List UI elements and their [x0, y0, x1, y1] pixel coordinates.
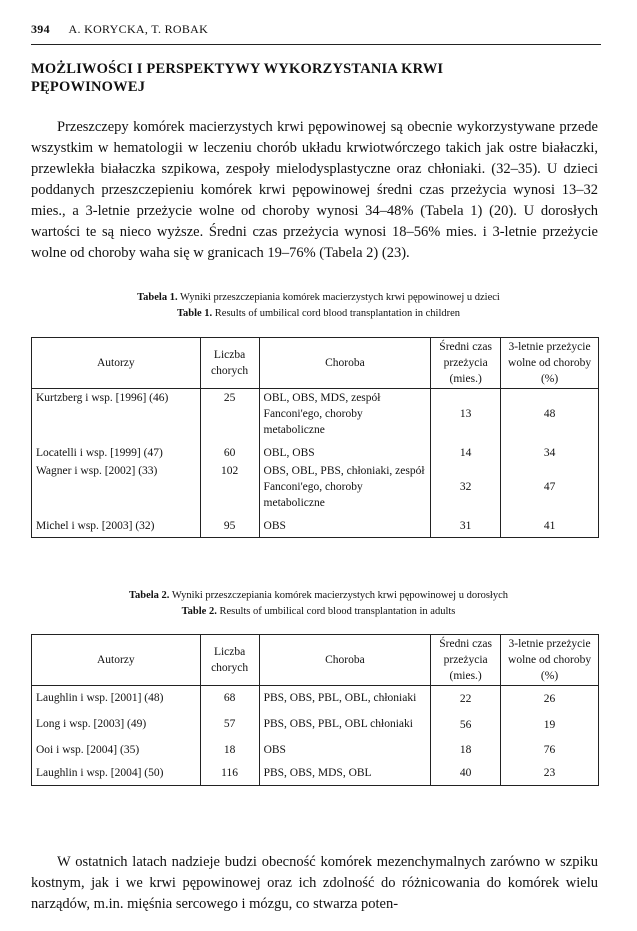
- survival-cell: 31: [431, 512, 501, 538]
- disease-cell: OBS: [259, 512, 431, 538]
- disease-free-cell: 76: [501, 738, 599, 764]
- disease-cell: OBS: [259, 738, 431, 764]
- table-1-label-pl: Tabela 1.: [137, 292, 178, 303]
- table-1: [31, 337, 599, 538]
- survival-cell: 32: [431, 462, 501, 512]
- table-row: [32, 439, 599, 462]
- section-title-line-2: PĘPOWINOWEJ: [31, 79, 146, 95]
- table-1-label-en: Table 1.: [176, 308, 213, 319]
- author-cell: Michel i wsp. [2003] (32): [32, 512, 201, 538]
- table-row: [32, 712, 599, 738]
- patients-cell: 116: [200, 764, 259, 786]
- author-cell: Kurtzberg i wsp. [1996] (46): [32, 389, 201, 440]
- author-cell: Wagner i wsp. [2002] (33): [32, 462, 201, 512]
- table-2-caption-en: [0, 604, 637, 620]
- table-2-header-cell: Średni czas przeżycia (mies.): [431, 635, 501, 686]
- disease-cell: PBS, OBS, MDS, OBL: [259, 764, 431, 786]
- disease-cell: OBL, OBS, MDS, zespół Fanconi'ego, choroby metaboliczne: [259, 389, 431, 440]
- running-head-authors: A. KORYCKA, T. ROBAK: [68, 22, 209, 36]
- disease-free-cell: 41: [501, 512, 599, 538]
- table-1-header-cell: Średni czas przeżycia (mies.): [431, 338, 501, 389]
- table-2-header-row: [32, 635, 599, 686]
- table-1-caption-en-text: Results of umbilical cord blood transplantation in children: [214, 308, 461, 319]
- table-1-caption-en: [0, 306, 637, 322]
- survival-cell: 56: [431, 712, 501, 738]
- table-2-header-cell: Liczba chorych: [200, 635, 259, 686]
- survival-cell: 18: [431, 738, 501, 764]
- table-2-header-cell: Autorzy: [32, 635, 201, 686]
- paragraph-1-text: Przeszczepy komórek macierzystych krwi pępowinowej są obecnie wykorzystywane przede wszystkim w hematologii w leczeniu chorób układu krwiotwórczego takich jak ostre białaczki, przewlekła białaczka szpikowa, zespoły mielodysplastyczne oraz chłoniaki. (32–35). U dzieci poddanych przeszczepieniu komórek krwi pępowinowej średni czas przeżycia wynosi 13–32 mies., a 3-letnie przeżycie wolne od choroby wynosi 34–48% (Tabela 1) (20). U dorosłych wartości te są nieco wyższe. Średni czas przeżycia wynosi 18–56% mies. i 3-letnie przeżycie wolne od choroby waha się w granicach 19–76% (Tabela 2) (23).: [31, 119, 598, 261]
- disease-free-cell: 34: [501, 439, 599, 462]
- table-row: [32, 389, 599, 440]
- table-row: [32, 738, 599, 764]
- disease-cell: PBS, OBS, PBL, OBL, chłoniaki: [259, 686, 431, 713]
- disease-free-cell: 48: [501, 389, 599, 440]
- table-1-header-cell: Liczba chorych: [200, 338, 259, 389]
- table-2-header-cell: Choroba: [259, 635, 431, 686]
- patients-cell: 60: [200, 439, 259, 462]
- disease-cell: OBS, OBL, PBS, chłoniaki, zespół Fanconi'ego, choroby metaboliczne: [259, 462, 431, 512]
- table-1-header-cell: Autorzy: [32, 338, 201, 389]
- table-row: [32, 462, 599, 512]
- table-2-label-pl: Tabela 2.: [128, 590, 170, 601]
- disease-cell: PBS, OBS, PBL, OBL chłoniaki: [259, 712, 431, 738]
- table-2-caption: [0, 588, 637, 620]
- table-row: [32, 764, 599, 786]
- survival-cell: 40: [431, 764, 501, 786]
- body-paragraph-2: [31, 852, 598, 915]
- patients-cell: 68: [200, 686, 259, 713]
- patients-cell: 102: [200, 462, 259, 512]
- section-title-line-1: MOŻLIWOŚCI I PERSPEKTYWY WYKORZYSTANIA KRWI: [31, 61, 444, 77]
- page-number: 394: [31, 22, 50, 36]
- disease-free-cell: 26: [501, 686, 599, 713]
- table-row: [32, 686, 599, 713]
- table-2: [31, 634, 599, 786]
- disease-free-cell: 23: [501, 764, 599, 786]
- table-2-caption-en-text: Results of umbilical cord blood transplantation in adults: [219, 606, 456, 617]
- table-1-header-row: [32, 338, 599, 389]
- table-1-caption-pl: [0, 290, 637, 306]
- patients-cell: 57: [200, 712, 259, 738]
- table-row: [32, 512, 599, 538]
- paragraph-2-text: W ostatnich latach nadzieje budzi obecność komórek mezenchymalnych zarówno w szpiku kostnym, jak i we krwi pępowinowej oraz ich zdolność do różnicowania do komórek wielu narządów, m.in. mięśnia sercowego i mózgu, co stwarza poten-: [31, 854, 598, 912]
- survival-cell: 13: [431, 389, 501, 440]
- table-2-caption-pl: [0, 588, 637, 604]
- author-cell: Locatelli i wsp. [1999] (47): [32, 439, 201, 462]
- disease-cell: OBL, OBS: [259, 439, 431, 462]
- survival-cell: 14: [431, 439, 501, 462]
- table-1-caption: [0, 290, 637, 322]
- disease-free-cell: 47: [501, 462, 599, 512]
- body-paragraph-1: [31, 117, 598, 264]
- table-1-caption-pl-text: Wyniki przeszczepiania komórek macierzystych krwi pępowinowej u dzieci: [180, 292, 500, 303]
- patients-cell: 18: [200, 738, 259, 764]
- disease-free-cell: 19: [501, 712, 599, 738]
- table-1-header-cell: Choroba: [259, 338, 431, 389]
- patients-cell: 95: [200, 512, 259, 538]
- table-2-caption-pl-text: Wyniki przeszczepiania komórek macierzystych krwi pępowinowej u dorosłych: [171, 590, 509, 601]
- patients-cell: 25: [200, 389, 259, 440]
- header-divider: [31, 44, 601, 45]
- author-cell: Laughlin i wsp. [2004] (50): [32, 764, 201, 786]
- author-cell: Long i wsp. [2003] (49): [32, 712, 201, 738]
- table-2-header-cell: 3-letnie przeżycie wolne od choroby (%): [501, 635, 599, 686]
- survival-cell: 22: [431, 686, 501, 713]
- running-head: [31, 22, 601, 37]
- author-cell: Laughlin i wsp. [2001] (48): [32, 686, 201, 713]
- section-title: [31, 60, 591, 96]
- author-cell: Ooi i wsp. [2004] (35): [32, 738, 201, 764]
- table-2-label-en: Table 2.: [181, 606, 217, 617]
- table-1-header-cell: 3-letnie przeżycie wolne od choroby (%): [501, 338, 599, 389]
